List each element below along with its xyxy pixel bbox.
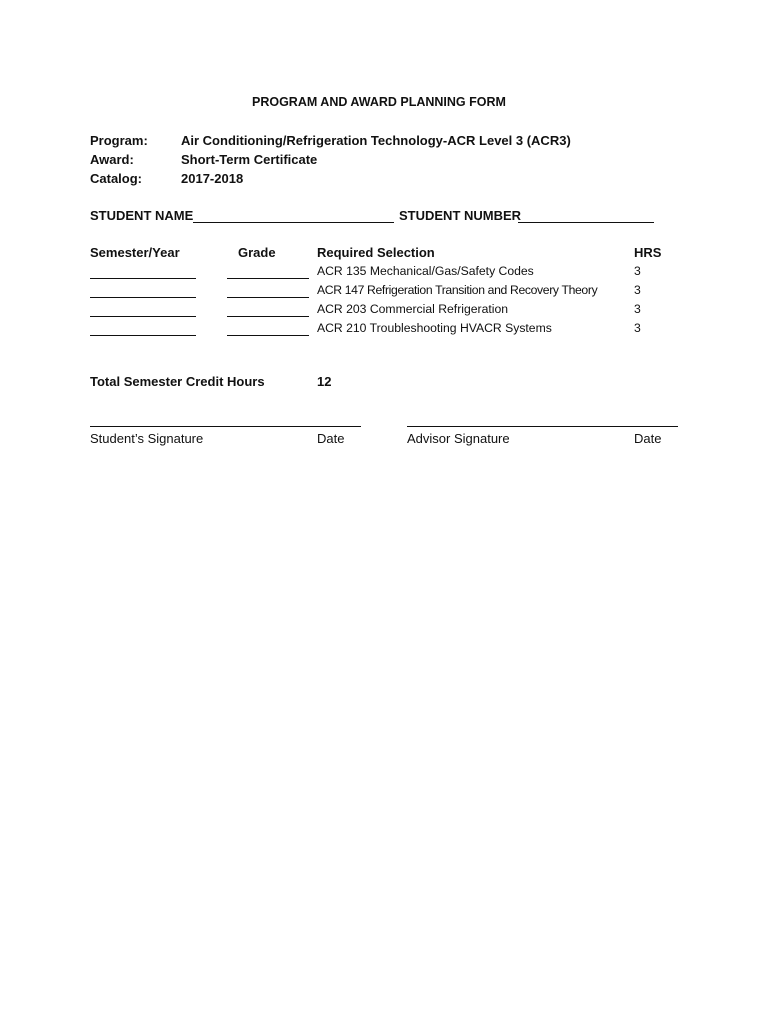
course-hrs: 3 [634,283,641,297]
student-number-label: STUDENT NUMBER [399,208,522,223]
program-value: Air Conditioning/Refrigeration Technology-ACR Level 3 (ACR3) [181,133,571,148]
grade-field[interactable] [227,278,309,279]
course-hrs: 3 [634,302,641,316]
selection-header: Required Selection [317,245,435,260]
semester-field[interactable] [90,278,196,279]
course-hrs: 3 [634,264,641,278]
semester-header: Semester/Year [90,245,180,260]
course-name: ACR 147 Refrigeration Transition and Recovery Theory [317,283,598,297]
total-hours-label: Total Semester Credit Hours [90,374,265,389]
student-number-field[interactable] [518,222,654,223]
catalog-value: 2017-2018 [181,171,244,186]
advisor-signature-line[interactable] [407,426,678,427]
advisor-signature-label: Advisor Signature [407,431,510,446]
semester-field[interactable] [90,316,196,317]
student-name-label: STUDENT NAME [90,208,194,223]
student-signature-line[interactable] [90,426,361,427]
semester-field[interactable] [90,297,196,298]
program-label: Program: [90,133,148,148]
grade-field[interactable] [227,297,309,298]
total-hours-value: 12 [317,374,332,389]
grade-header: Grade [238,245,276,260]
semester-field[interactable] [90,335,196,336]
award-value: Short-Term Certificate [181,152,318,167]
student-signature-label: Student’s Signature [90,431,204,446]
hrs-header: HRS [634,245,662,260]
course-name: ACR 203 Commercial Refrigeration [317,302,509,316]
grade-field[interactable] [227,316,309,317]
course-name: ACR 135 Mechanical/Gas/Safety Codes [317,264,534,278]
catalog-label: Catalog: [90,171,142,186]
course-name: ACR 210 Troubleshooting HVACR Systems [317,321,552,335]
grade-field[interactable] [227,335,309,336]
course-hrs: 3 [634,321,641,335]
student-name-field[interactable] [193,222,394,223]
advisor-date-label: Date [634,431,662,446]
award-label: Award: [90,152,134,167]
form-title: PROGRAM AND AWARD PLANNING FORM [252,95,506,109]
student-date-label: Date [317,431,345,446]
